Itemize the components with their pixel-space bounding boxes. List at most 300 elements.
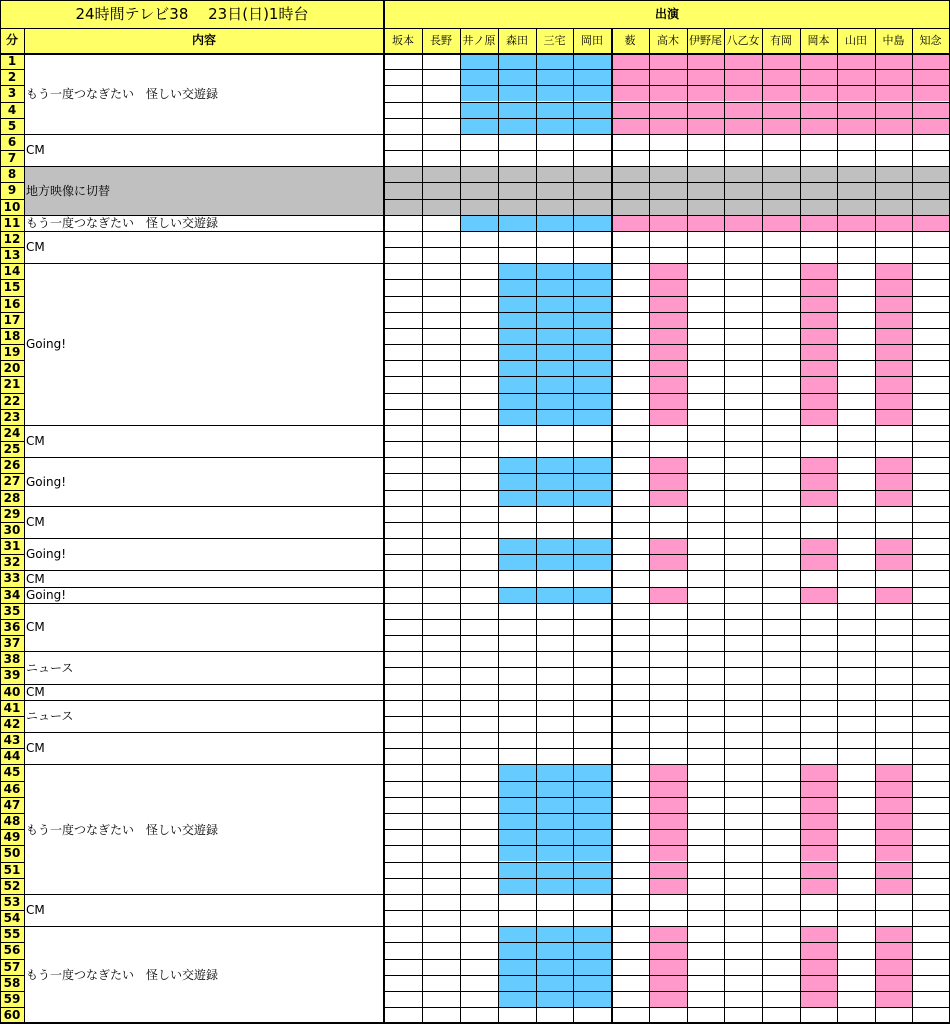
appearance-cell <box>498 344 536 360</box>
appearance-cell <box>912 69 949 85</box>
grid-line <box>384 409 950 410</box>
grid-line <box>384 878 950 879</box>
appearance-cell <box>536 296 573 312</box>
grid-line <box>0 0 950 1</box>
appearance-cell <box>573 587 611 603</box>
grid-line <box>912 28 913 1023</box>
minute-number: 2 <box>7 70 17 85</box>
appearance-cell <box>875 328 912 344</box>
grid-line <box>384 199 950 200</box>
appearance-cell <box>498 118 536 134</box>
minute-number: 14 <box>3 264 21 279</box>
grid-line <box>384 797 950 798</box>
appearance-cell <box>498 263 536 279</box>
appearance-cell <box>800 554 837 570</box>
segment-label: もう一度つなぎたい 怪しい交遊録 <box>26 822 219 837</box>
appearance-cell <box>573 926 611 942</box>
appearance-cell <box>649 102 687 118</box>
performer-header: 森田 <box>506 34 528 47</box>
appearance-cell <box>724 69 762 85</box>
minute-number: 45 <box>3 765 21 780</box>
appearance-cell <box>536 538 573 554</box>
minute-number: 10 <box>3 199 21 214</box>
appearance-cell <box>875 554 912 570</box>
appearance-cell <box>498 829 536 845</box>
appearance-cell <box>573 69 611 85</box>
appearance-cell <box>536 991 573 1007</box>
grid-line <box>384 69 950 70</box>
appearance-cell <box>762 118 800 134</box>
minute-number: 34 <box>3 587 21 602</box>
minute-number: 31 <box>3 539 21 554</box>
appearance-cell <box>649 813 687 829</box>
appearance-cell <box>800 296 837 312</box>
appearance-cell <box>800 53 837 69</box>
appearance-cell <box>649 975 687 991</box>
appearance-cell <box>649 764 687 780</box>
grid-line <box>384 700 950 701</box>
appearance-cell <box>536 85 573 101</box>
appearance-cell <box>875 360 912 376</box>
grid-line <box>384 813 950 814</box>
grid-line <box>837 28 838 1023</box>
grid-line <box>384 182 950 183</box>
minute-number: 13 <box>3 248 21 263</box>
appearance-cell <box>649 538 687 554</box>
appearance-cell <box>573 764 611 780</box>
appearance-cell <box>687 53 724 69</box>
minute-column-header: 分 <box>5 33 18 47</box>
minute-number: 32 <box>3 555 21 570</box>
appearance-cell <box>800 878 837 894</box>
appearance-cell <box>800 781 837 797</box>
grid-line <box>384 85 950 86</box>
appearance-cell <box>460 53 498 69</box>
appearance-cell <box>460 85 498 101</box>
appearance-cell <box>649 942 687 958</box>
appearance-cell <box>875 587 912 603</box>
performer-header: 高木 <box>657 34 679 47</box>
performer-header: 知念 <box>919 34 942 47</box>
appearance-cell <box>875 85 912 101</box>
appearance-cell <box>875 344 912 360</box>
grid-line <box>649 28 650 1023</box>
grid-line <box>384 231 950 232</box>
appearance-cell <box>536 215 573 231</box>
appearance-cell <box>875 862 912 878</box>
minute-number: 15 <box>3 280 21 295</box>
appearance-cell <box>536 845 573 861</box>
grid-line <box>384 538 950 539</box>
appearance-cell <box>837 53 875 69</box>
appearance-cell <box>498 878 536 894</box>
appearance-cell <box>875 102 912 118</box>
appearance-cell <box>649 376 687 392</box>
grid-line <box>762 28 763 1023</box>
appearance-cell <box>800 328 837 344</box>
appearance-cell <box>498 279 536 295</box>
minute-number: 9 <box>7 183 17 198</box>
appearance-cell <box>573 878 611 894</box>
appearance-cell <box>649 393 687 409</box>
minute-number: 24 <box>3 425 21 440</box>
minute-number: 47 <box>3 797 21 812</box>
appearance-cell <box>649 215 687 231</box>
grid-line <box>384 425 950 426</box>
appearance-cell <box>800 797 837 813</box>
appearance-cell <box>498 393 536 409</box>
grid-line <box>384 441 950 442</box>
appearance-cell <box>649 959 687 975</box>
appearance-cell <box>611 102 649 118</box>
minute-number: 6 <box>7 134 17 149</box>
grid-line <box>384 296 950 297</box>
appearance-cell <box>536 926 573 942</box>
appearance-cell <box>573 991 611 1007</box>
appearance-cell <box>800 764 837 780</box>
appearance-cell <box>573 538 611 554</box>
appearance-cell <box>649 926 687 942</box>
appearance-cell <box>875 797 912 813</box>
grid-line <box>800 28 801 1023</box>
minute-number: 23 <box>3 409 21 424</box>
appearance-cell <box>875 393 912 409</box>
minute-number: 51 <box>3 862 21 877</box>
appearance-cell <box>573 328 611 344</box>
grid-line <box>384 457 950 458</box>
appearance-cell <box>498 69 536 85</box>
performers-header: 出演 <box>654 7 679 21</box>
appearance-cell <box>498 587 536 603</box>
sheet-title: 24時間テレビ38 23日(日)1時台 <box>75 5 309 23</box>
appearance-cell <box>573 457 611 473</box>
appearance-cell <box>498 312 536 328</box>
appearance-cell <box>762 69 800 85</box>
grid-line <box>384 490 950 491</box>
appearance-cell <box>573 942 611 958</box>
performer-header: 中島 <box>882 34 905 47</box>
grid-line <box>384 215 950 216</box>
minute-number: 36 <box>3 619 21 634</box>
minute-number: 21 <box>3 377 21 392</box>
appearance-cell <box>649 85 687 101</box>
appearance-cell <box>800 215 837 231</box>
minute-number: 53 <box>3 894 21 909</box>
appearance-cell <box>498 959 536 975</box>
appearance-cell <box>573 797 611 813</box>
grid-line <box>384 344 950 345</box>
appearance-cell <box>875 538 912 554</box>
grid-line <box>384 894 950 895</box>
appearance-cell <box>573 102 611 118</box>
segment-label: Going! <box>26 587 67 602</box>
grid-line <box>384 667 950 668</box>
appearance-cell <box>724 118 762 134</box>
appearance-cell <box>649 862 687 878</box>
grid-line <box>687 28 688 1023</box>
appearance-cell <box>573 118 611 134</box>
appearance-cell <box>649 845 687 861</box>
appearance-cell <box>837 215 875 231</box>
appearance-cell <box>498 102 536 118</box>
appearance-cell <box>536 975 573 991</box>
appearance-cell <box>875 279 912 295</box>
appearance-cell <box>687 215 724 231</box>
appearance-cell <box>498 991 536 1007</box>
grid-line <box>384 1007 950 1008</box>
segment-label: CM <box>26 240 45 255</box>
performer-header: 坂本 <box>392 34 414 47</box>
appearance-cell <box>573 279 611 295</box>
grid-line <box>384 247 950 248</box>
appearance-cell <box>536 473 573 489</box>
grid-line <box>536 28 537 1023</box>
minute-number: 43 <box>3 733 21 748</box>
appearance-cell <box>460 69 498 85</box>
appearance-cell <box>498 490 536 506</box>
appearance-cell <box>573 296 611 312</box>
grid-line <box>384 328 950 329</box>
minute-number: 39 <box>3 668 21 683</box>
grid-line <box>384 684 950 685</box>
appearance-cell <box>649 473 687 489</box>
appearance-cell <box>800 457 837 473</box>
minute-number: 54 <box>3 911 21 925</box>
appearance-cell <box>875 69 912 85</box>
appearance-cell <box>649 457 687 473</box>
appearance-cell <box>875 845 912 861</box>
appearance-cell <box>875 409 912 425</box>
appearance-cell <box>875 118 912 134</box>
appearance-cell <box>536 409 573 425</box>
grid-line <box>24 28 25 1023</box>
appearance-cell <box>649 53 687 69</box>
appearance-cell <box>536 781 573 797</box>
appearance-cell <box>649 118 687 134</box>
segment-label: CM <box>26 620 45 635</box>
segment-label: もう一度つなぎたい 怪しい交遊録 <box>26 216 219 231</box>
appearance-cell <box>573 554 611 570</box>
segment-label: Going! <box>26 547 67 562</box>
minute-number: 48 <box>3 813 21 828</box>
minute-number: 56 <box>3 943 21 958</box>
grid-line <box>384 926 950 927</box>
appearance-cell <box>498 554 536 570</box>
minute-number: 17 <box>3 312 21 327</box>
grid-line <box>384 748 950 749</box>
appearance-cell <box>536 118 573 134</box>
appearance-cell <box>536 554 573 570</box>
appearance-cell <box>762 102 800 118</box>
minute-number: 35 <box>3 603 21 618</box>
grid-line <box>384 910 950 911</box>
appearance-cell <box>536 263 573 279</box>
appearance-cell <box>800 587 837 603</box>
grid-line <box>384 134 950 135</box>
appearance-cell <box>536 813 573 829</box>
minute-number: 19 <box>3 345 21 360</box>
appearance-cell <box>498 457 536 473</box>
minute-number: 27 <box>3 474 21 489</box>
minute-number: 8 <box>7 167 17 182</box>
grid-line <box>384 279 950 280</box>
grid-line <box>384 102 950 103</box>
grid-line <box>460 28 461 1023</box>
minute-number: 22 <box>3 393 21 408</box>
appearance-cell <box>536 279 573 295</box>
grid-line <box>384 473 950 474</box>
minute-number: 18 <box>3 328 21 343</box>
grid-line <box>384 150 950 151</box>
grid-line <box>384 635 950 636</box>
appearance-cell <box>724 53 762 69</box>
performer-header: 三宅 <box>543 34 566 47</box>
appearance-cell <box>649 263 687 279</box>
appearance-cell <box>649 279 687 295</box>
appearance-cell <box>875 813 912 829</box>
appearance-cell <box>536 764 573 780</box>
performer-header: 伊野尾 <box>689 34 722 47</box>
appearance-cell <box>800 102 837 118</box>
grid-line <box>384 263 950 264</box>
appearance-cell <box>573 781 611 797</box>
grid-line <box>384 942 950 943</box>
grid-line <box>384 554 950 555</box>
appearance-cell <box>573 473 611 489</box>
appearance-cell <box>875 263 912 279</box>
segment-label: もう一度つなぎたい 怪しい交遊録 <box>26 968 219 983</box>
appearance-cell <box>800 829 837 845</box>
performer-header: 八乙女 <box>726 34 760 47</box>
appearance-cell <box>800 538 837 554</box>
appearance-cell <box>800 85 837 101</box>
appearance-cell <box>875 959 912 975</box>
grid-line <box>384 975 950 976</box>
appearance-cell <box>573 813 611 829</box>
appearance-cell <box>800 991 837 1007</box>
segment-label: CM <box>26 514 45 529</box>
appearance-cell <box>800 360 837 376</box>
grid-line <box>384 360 950 361</box>
segment-label: ニュース <box>26 709 74 724</box>
appearance-cell <box>536 102 573 118</box>
appearance-cell <box>536 328 573 344</box>
performer-header: 井ノ原 <box>462 34 496 47</box>
segment-label: CM <box>26 434 45 449</box>
appearance-cell <box>800 118 837 134</box>
appearance-cell <box>800 975 837 991</box>
appearance-cell <box>498 764 536 780</box>
appearance-cell <box>649 328 687 344</box>
appearance-cell <box>573 975 611 991</box>
minute-number: 1 <box>7 54 17 68</box>
appearance-cell <box>649 312 687 328</box>
appearance-cell <box>573 490 611 506</box>
grid-line <box>384 587 950 588</box>
segment-label: CM <box>26 902 45 917</box>
appearance-cell <box>573 312 611 328</box>
appearance-cell <box>498 473 536 489</box>
appearance-cell <box>724 102 762 118</box>
minute-number: 38 <box>3 652 21 667</box>
appearance-cell <box>800 376 837 392</box>
appearance-cell <box>912 102 949 118</box>
appearance-cell <box>573 862 611 878</box>
appearance-cell <box>536 312 573 328</box>
minute-number: 40 <box>3 684 21 699</box>
appearance-cell <box>498 328 536 344</box>
appearance-cell <box>649 409 687 425</box>
appearance-cell <box>687 118 724 134</box>
appearance-cell <box>724 85 762 101</box>
appearance-cell <box>498 797 536 813</box>
appearance-cell <box>800 393 837 409</box>
grid-line <box>384 732 950 733</box>
appearance-cell <box>649 587 687 603</box>
grid-line <box>384 764 950 765</box>
appearance-cell <box>837 102 875 118</box>
grid-line <box>384 829 950 830</box>
appearance-cell <box>912 53 949 69</box>
appearance-cell <box>875 781 912 797</box>
appearance-cell <box>800 473 837 489</box>
grid-line <box>384 118 950 119</box>
minute-number: 3 <box>7 86 17 101</box>
appearance-cell <box>536 344 573 360</box>
appearance-cell <box>875 991 912 1007</box>
minute-number: 4 <box>7 102 17 117</box>
appearance-cell <box>649 797 687 813</box>
minute-number: 12 <box>3 231 21 246</box>
minute-number: 55 <box>3 927 21 942</box>
appearance-cell <box>611 53 649 69</box>
grid-line <box>384 716 950 717</box>
grid-line <box>384 506 950 507</box>
appearance-cell <box>498 53 536 69</box>
minute-number: 42 <box>3 716 21 731</box>
appearance-cell <box>762 53 800 69</box>
segment-label: CM <box>26 741 45 756</box>
appearance-cell <box>573 344 611 360</box>
appearance-cell <box>762 215 800 231</box>
appearance-cell <box>912 85 949 101</box>
minute-number: 46 <box>3 781 21 796</box>
appearance-cell <box>649 878 687 894</box>
appearance-cell <box>536 829 573 845</box>
appearance-cell <box>800 959 837 975</box>
appearance-cell <box>875 296 912 312</box>
appearance-cell <box>573 263 611 279</box>
appearance-cell <box>800 409 837 425</box>
grid-line <box>384 603 950 604</box>
appearance-cell <box>573 85 611 101</box>
appearance-cell <box>837 69 875 85</box>
segment-label: ニュース <box>26 660 74 675</box>
grid-line <box>384 619 950 620</box>
appearance-cell <box>875 53 912 69</box>
appearance-cell <box>800 279 837 295</box>
appearance-cell <box>460 102 498 118</box>
appearance-cell <box>875 764 912 780</box>
appearance-cell <box>498 845 536 861</box>
appearance-cell <box>573 829 611 845</box>
segment-label: Going! <box>26 474 67 489</box>
appearance-cell <box>536 376 573 392</box>
grid-line <box>573 28 574 1023</box>
appearance-cell <box>800 263 837 279</box>
minute-number: 5 <box>7 118 17 133</box>
minute-number: 60 <box>3 1008 21 1023</box>
